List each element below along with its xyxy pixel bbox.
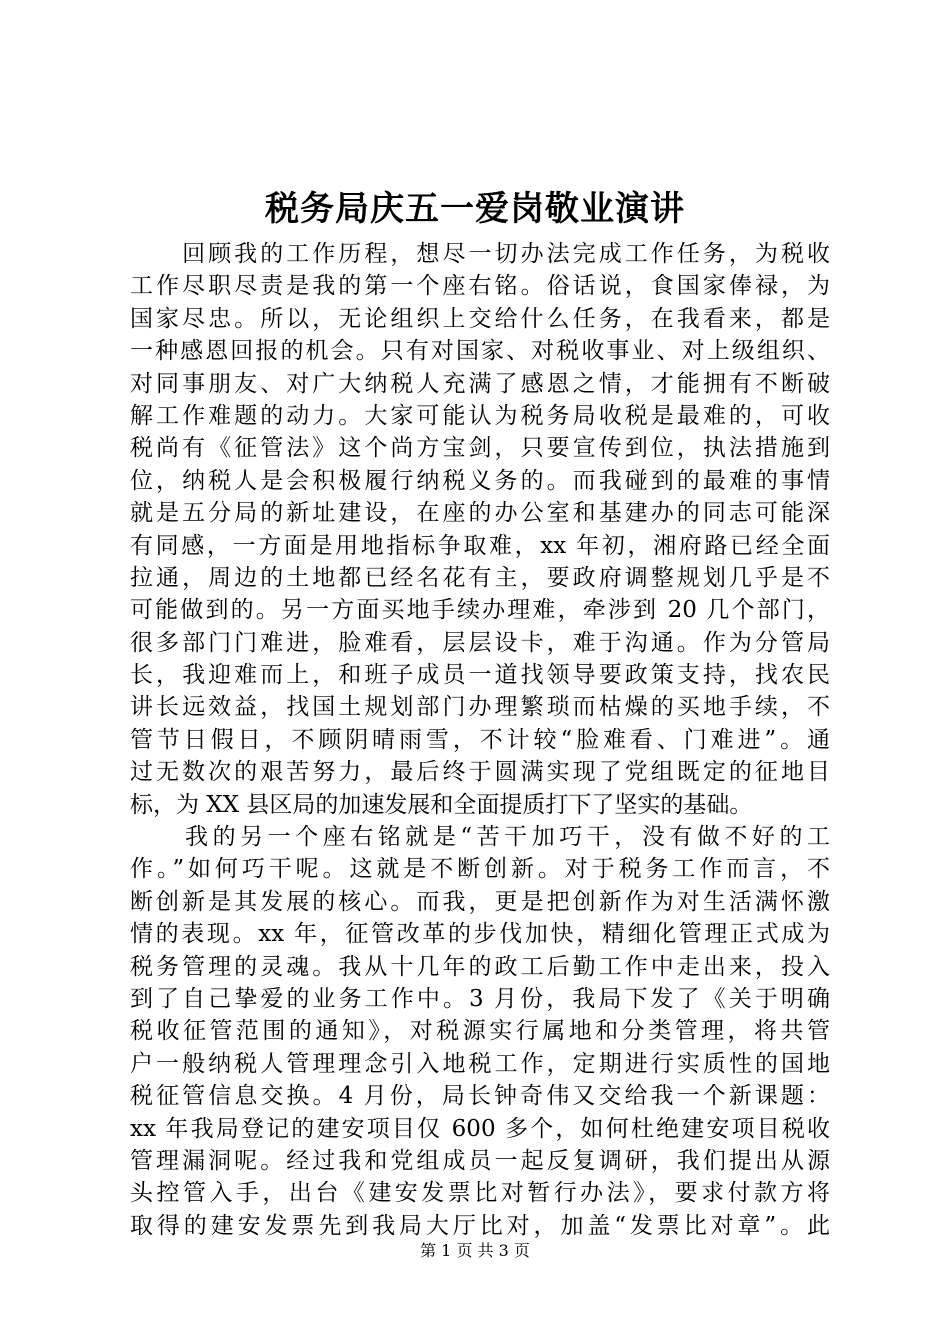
body-line: 作。”如何巧干呢。这就是不断创新。对于税务工作而言，不 xyxy=(130,856,830,883)
body-line: 到了自己挚爱的业务工作中。3 月份，我局下发了《关于明确 xyxy=(130,985,830,1012)
body-line: 情的表现。xx 年，征管改革的步伐加快，精细化管理正式成为 xyxy=(130,921,830,948)
body-line: 就是五分局的新址建设，在座的办公室和基建办的同志可能深 xyxy=(130,500,830,527)
body-line: 管理漏洞呢。经过我和党组成员一起反复调研，我们提出从源 xyxy=(130,1147,830,1174)
body-line: 拉通，周边的土地都已经名花有主，要政府调整规划几乎是不 xyxy=(130,564,830,591)
body-line: 解工作难题的动力。大家可能认为税务局收税是最难的，可收 xyxy=(130,402,830,429)
body-line: 我的另一个座右铭就是“苦干加巧干，没有做不好的工 xyxy=(130,824,830,851)
body-line: 长，我迎难而上，和班子成员一道找领导要政策支持，找农民 xyxy=(130,662,830,689)
body-line: 一种感恩回报的机会。只有对国家、对税收事业、对上级组织、 xyxy=(130,338,830,365)
body-line: 有同感，一方面是用地指标争取难，xx 年初，湘府路已经全面 xyxy=(130,532,830,559)
body-line: 头控管入手，出台《建安发票比对暂行办法》，要求付款方将 xyxy=(130,1180,830,1207)
document-body xyxy=(130,238,830,1242)
body-line: 管节日假日，不顾阴晴雨雪，不计较“脸难看、门难进”。通 xyxy=(130,726,830,753)
body-line: 标，为 XX 县区局的加速发展和全面提质打下了坚实的基础。 xyxy=(130,791,753,818)
body-line: 税征管信息交换。4 月份，局长钟奇伟又交给我一个新课题： xyxy=(130,1083,830,1110)
body-line: 税收征管范围的通知》，对税源实行属地和分类管理，将共管 xyxy=(130,1018,830,1045)
body-line: 回顾我的工作历程，想尽一切办法完成工作任务，为税收 xyxy=(130,241,830,267)
body-line: 可能做到的。另一方面买地手续办理难，牵涉到 20 几个部门， xyxy=(130,597,830,624)
body-line: 过无数次的艰苦努力，最后终于圆满实现了党组既定的征地目 xyxy=(130,759,830,786)
body-line: 很多部门门难进，脸难看，层层设卡，难于沟通。作为分管局 xyxy=(130,629,830,656)
body-line: 税尚有《征管法》这个尚方宝剑，只要宣传到位，执法措施到 xyxy=(130,435,830,462)
body-line: xx 年我局登记的建安项目仅 600 多个，如何杜绝建安项目税收 xyxy=(130,1115,830,1142)
body-line: 断创新是其发展的核心。而我，更是把创新作为对生活满怀激 xyxy=(130,888,830,915)
body-line: 税务管理的灵魂。我从十几年的政工后勤工作中走出来，投入 xyxy=(130,953,830,980)
body-line: 国家尽忠。所以，无论组织上交给什么任务，在我看来，都是 xyxy=(130,305,830,332)
body-line: 讲长远效益，找国土规划部门办理繁琐而枯燥的买地手续，不 xyxy=(130,694,830,721)
body-line: 位，纳税人是会积极履行纳税义务的。而我碰到的最难的事情 xyxy=(130,467,830,494)
body-line: 取得的建安发票先到我局大厅比对，加盖“发票比对章”。此 xyxy=(130,1212,830,1239)
body-line: 对同事朋友、对广大纳税人充满了感恩之情，才能拥有不断破 xyxy=(130,370,830,397)
body-line: 户一般纳税人管理理念引入地税工作，定期进行实质性的国地 xyxy=(130,1050,830,1077)
body-line: 工作尽职尽责是我的第一个座右铭。俗话说，食国家俸禄，为 xyxy=(130,273,830,300)
page-footer: 第 1 页 共 3 页 xyxy=(420,1241,530,1260)
document-title: 税务局庆五一爱岗敬业演讲 xyxy=(265,189,685,229)
